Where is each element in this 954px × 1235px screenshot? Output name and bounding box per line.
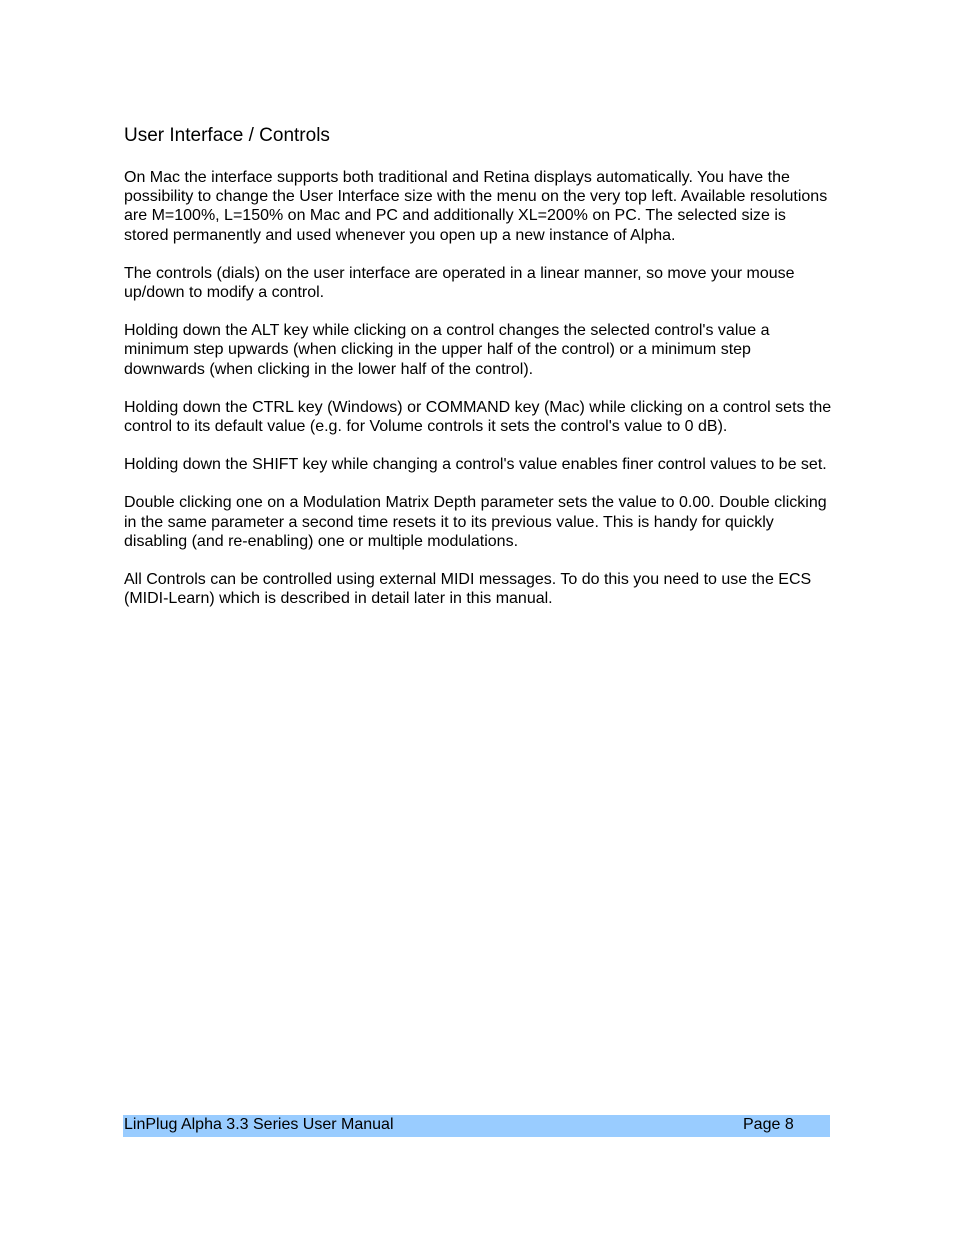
footer-page-number: Page 8 <box>743 1116 794 1133</box>
page-footer <box>123 1115 830 1137</box>
paragraph-display-info: On Mac the interface supports both traditional and Retina displays automatically. You have the possibility to change the User Interface size with the menu on the very top left. Available resolutions are M=100%, L=150% on Mac and PC and additionally XL=200% on PC. The selected size is stored permanently and used whenever you open up a new instance of Alpha. <box>124 169 828 244</box>
paragraph-dial-operation: The controls (dials) on the user interface are operated in a linear manner, so move your mouse up/down to modify a control. <box>124 264 795 302</box>
paragraph-alt-key: Holding down the ALT key while clicking on a control changes the selected control's value a minimum step upwards (when clicking in the upper half of the control) or a minimum step downwards (when clicking in the lower half of the control). <box>124 322 770 378</box>
paragraph-shift-key: Holding down the SHIFT key while changing a control's value enables finer control values to be set. <box>124 456 827 474</box>
footer-manual-title: LinPlug Alpha 3.3 Series User Manual <box>124 1116 394 1133</box>
section-title: User Interface / Controls <box>124 125 330 146</box>
paragraph-midi-control: All Controls can be controlled using external MIDI messages. To do this you need to use the ECS (MIDI-Learn) which is described in detail later in this manual. <box>124 571 812 608</box>
paragraph-ctrl-key: Holding down the CTRL key (Windows) or COMMAND key (Mac) while clicking on a control sets the control to its default value (e.g. for Volume controls it sets the control's value to 0 dB). <box>124 398 832 436</box>
page-content <box>124 124 834 627</box>
paragraph-double-click: Double clicking one on a Modulation Matrix Depth parameter sets the value to 0.00. Double clicking in the same parameter a second time resets it to its previous value. This is handy for quickly disabling (and re-enabling) one or multiple modulations. <box>124 494 827 550</box>
